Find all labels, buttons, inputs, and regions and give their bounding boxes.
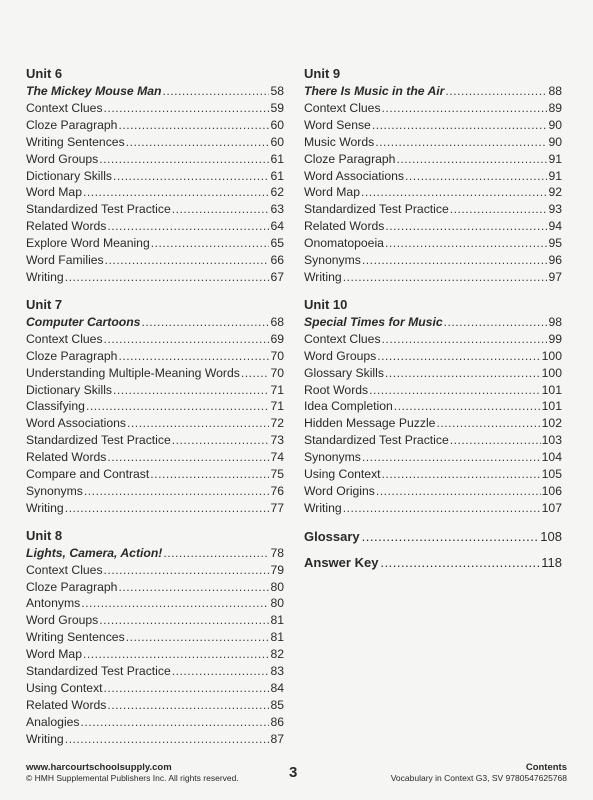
entry-title: Word Groups [26,151,99,166]
toc-entry [26,680,284,697]
toc-entry [304,398,562,415]
entry-title: Word Origins [304,483,375,498]
toc-entry [26,269,284,286]
entry-page: 91 [548,168,562,183]
entry-title: Dictionary Skills [26,382,113,397]
entry-page: 87 [270,731,284,746]
entry-page: 85 [270,697,284,712]
toc-entry [26,184,284,201]
entry-title: Dictionary Skills [26,168,113,183]
entry-page: 82 [270,647,284,662]
entry-title: There Is Music in the Air [304,84,445,98]
toc-entry [304,269,562,286]
footer-left [26,762,239,784]
toc-entry [304,449,562,466]
entry-page: 70 [270,365,284,380]
entry-page: 107 [541,500,562,515]
entry-page: 60 [270,134,284,149]
entry-page: 106 [541,483,562,498]
entry-title: Context Clues [304,100,381,115]
entry-page: 70 [270,348,284,363]
dot-leader [141,314,269,331]
entry-page: 80 [270,596,284,611]
entry-title: Music Words [304,134,375,149]
toc-entry [26,201,284,218]
entry-page: 68 [270,314,284,329]
toc-entry [26,483,284,500]
dot-leader [172,432,270,449]
dot-leader [385,235,547,252]
entry-page: 73 [270,433,284,448]
entry-title: Understanding Multiple-Meaning Words [26,365,240,380]
toc-entry [26,331,284,348]
entry-title: Special Times for Music [304,314,443,329]
toc-entry [26,579,284,596]
entry-title: Word Families [26,253,104,268]
entry-page: 105 [541,467,562,482]
entry-page: 83 [270,664,284,679]
toc-entry [26,168,284,185]
unit-heading: Unit 10 [304,296,348,312]
dot-leader [83,646,269,663]
unit-heading: Unit 9 [304,66,341,81]
entry-page: 90 [548,117,562,132]
entry-title: Lights, Camera, Action! [26,545,163,560]
entry-page: 108 [540,528,562,544]
toc-entry [26,646,284,663]
toc-story-entry [304,83,562,100]
entry-title: Context Clues [26,331,103,346]
dot-leader [126,629,270,646]
entry-page: 103 [541,433,562,448]
entry-title: Standardized Test Practice [304,433,449,448]
entry-page: 101 [541,399,562,414]
entry-page: 61 [270,168,284,183]
dot-leader [382,331,548,348]
entry-page: 71 [270,382,284,397]
left-column [26,66,284,759]
entry-page: 75 [270,467,284,482]
unit-section [304,297,562,517]
entry-title: Context Clues [26,100,103,115]
dot-leader [450,432,541,449]
dot-leader [118,579,269,596]
toc-entry [304,235,562,252]
entry-page: 80 [270,579,284,594]
toc-entry [304,134,562,151]
entry-page: 88 [548,84,562,98]
unit-section [26,66,284,286]
entry-title: Word Associations [304,168,405,183]
dot-leader [107,449,269,466]
dot-leader [65,269,270,286]
entry-title: Word Sense [304,117,371,132]
entry-page: 96 [548,253,562,268]
unit-section [304,66,562,286]
copyright-notice: © HMH Supplemental Publishers Inc. All rights reserved. [26,773,239,783]
dot-leader [382,466,541,483]
entry-title: Word Groups [26,613,99,628]
entry-title: The Mickey Mouse Man [26,84,162,98]
entry-page: 81 [270,613,284,628]
entry-page: 100 [541,348,562,363]
toc-entry [26,500,284,517]
entry-title: Standardized Test Practice [26,664,171,679]
entry-title: Word Groups [304,348,377,363]
entry-title: Related Words [304,219,385,234]
dot-leader [65,500,270,517]
entry-title: Using Context [26,681,103,695]
dot-leader [380,554,539,572]
back-matter-entry [304,528,562,546]
entry-page: 95 [548,236,562,251]
toc-story-entry [26,314,284,331]
entry-page: 74 [270,450,284,465]
entry-page: 81 [270,630,284,645]
toc-entry [26,663,284,680]
entry-title: Idea Completion [304,399,393,414]
dot-leader [107,697,269,714]
publisher-url[interactable]: www.harcourtschoolsupply.com [26,762,172,773]
toc-entry [26,134,284,151]
dot-leader [118,117,269,134]
entry-page: 77 [270,500,284,515]
toc-entry [304,348,562,365]
dot-leader [113,382,269,399]
dot-leader [118,348,269,365]
dot-leader [450,201,548,218]
entry-page: 60 [270,117,284,132]
section-title: Contents [525,762,567,773]
entry-title: Word Map [26,185,82,200]
entry-title: Cloze Paragraph [304,151,396,166]
entry-title: Word Map [304,185,360,200]
toc-entry [26,714,284,731]
dot-leader [444,314,548,331]
entry-title: Writing [26,269,64,284]
entry-title: Classifying [26,399,85,414]
toc-entry [304,218,562,235]
dot-leader [127,415,269,432]
dot-leader [361,184,547,201]
entry-title: Cloze Paragraph [26,579,118,594]
entry-title: Standardized Test Practice [26,202,171,217]
entry-title: Writing [26,500,64,515]
entry-page: 79 [270,562,284,577]
entry-page: 64 [270,219,284,234]
dot-leader [107,218,269,235]
dot-leader [81,595,269,612]
toc-entry [26,100,284,117]
entry-page: 90 [548,134,562,149]
dot-leader [362,252,548,269]
dot-leader [113,168,269,185]
entry-title: Hidden Message Puzzle [304,416,436,431]
dot-leader [99,151,269,168]
toc-entry [26,382,284,399]
entry-title: Related Words [26,697,107,712]
dot-leader [385,218,547,235]
entry-page: 84 [270,681,284,695]
entry-page: 69 [270,331,284,346]
toc-entry [304,168,562,185]
entry-title: Writing [26,731,64,746]
unit-section [26,297,284,517]
dot-leader [104,562,270,579]
toc-entry [26,432,284,449]
toc-entry [26,252,284,269]
entry-page: 58 [270,84,284,98]
dot-leader [105,252,270,269]
unit-heading: Unit 7 [26,296,63,312]
toc-story-entry [26,545,284,562]
entry-title: Word Associations [26,416,127,431]
dot-leader [126,134,270,151]
entry-page: 61 [270,151,284,166]
entry-title: Computer Cartoons [26,314,141,329]
footer-right [391,762,567,784]
entry-title: Writing [304,269,342,284]
dot-leader [104,100,270,117]
entry-page: 100 [541,365,562,380]
dot-leader [241,365,270,382]
toc-entry [26,697,284,714]
entry-page: 99 [548,331,562,346]
toc-entry [304,483,562,500]
toc-entry [26,151,284,168]
entry-title: Cloze Paragraph [26,117,118,132]
entry-page: 98 [548,314,562,329]
toc-entry [26,562,284,579]
dot-leader [151,235,270,252]
entry-page: 67 [270,269,284,284]
dot-leader [377,348,540,365]
entry-title: Writing Sentences [26,630,125,645]
entry-page: 62 [270,185,284,200]
entry-title: Glossary [304,528,360,544]
dot-leader [436,415,540,432]
entry-title: Related Words [26,219,107,234]
dot-leader [396,151,547,168]
toc-entry [26,365,284,382]
dot-leader [362,528,539,546]
entry-page: 91 [548,151,562,166]
back-matter [304,528,562,572]
dot-leader [104,680,270,697]
toc-entry [304,100,562,117]
toc-entry [304,415,562,432]
toc-entry [26,595,284,612]
entry-page: 104 [541,450,562,465]
toc-entry [26,398,284,415]
entry-page: 76 [270,483,284,498]
dot-leader [362,449,541,466]
unit-heading: Unit 8 [26,527,63,543]
toc-story-entry [26,83,284,100]
dot-leader [375,134,547,151]
toc-entry [26,731,284,748]
entry-page: 59 [270,100,284,115]
unit-section [26,528,284,748]
dot-leader [172,663,270,680]
entry-page: 89 [548,100,562,115]
dot-leader [385,365,541,382]
entry-title: Synonyms [304,253,361,268]
entry-title: Context Clues [26,562,103,577]
entry-title: Root Words [304,382,369,397]
entry-page: 97 [548,269,562,284]
entry-page: 78 [270,545,284,560]
entry-page: 66 [270,253,284,268]
entry-title: Writing Sentences [26,134,125,149]
dot-leader [172,201,270,218]
toc-entry [304,117,562,134]
back-matter-entry [304,554,562,572]
entry-title: Compare and Contrast [26,467,150,482]
toc-entry [26,218,284,235]
entry-title: Related Words [26,450,107,465]
entry-page: 94 [548,219,562,234]
entry-title: Answer Key [304,554,379,570]
entry-page: 72 [270,416,284,431]
entry-title: Explore Word Meaning [26,236,150,251]
entry-page: 118 [541,554,562,570]
toc-entry [304,151,562,168]
entry-title: Antonyms [26,596,81,611]
dot-leader [162,83,269,100]
toc-entry [26,466,284,483]
dot-leader [86,398,270,415]
dot-leader [163,545,269,562]
dot-leader [343,500,541,517]
dot-leader [382,100,548,117]
entry-title: Standardized Test Practice [26,433,171,448]
toc-entry [304,331,562,348]
dot-leader [343,269,548,286]
entry-title: Analogies [26,714,80,729]
book-info: Vocabulary in Context G3, SV 9780547625768 [390,773,567,783]
dot-leader [104,331,270,348]
entry-title: Writing [304,500,342,515]
toc-entry [304,432,562,449]
entry-title: Word Map [26,647,82,662]
entry-page: 101 [541,382,562,397]
toc-entry [304,466,562,483]
toc-entry [304,252,562,269]
toc-story-entry [304,314,562,331]
toc-entry [304,500,562,517]
entry-title: Synonyms [26,483,83,498]
dot-leader [150,466,269,483]
entry-page: 92 [548,185,562,200]
dot-leader [376,483,541,500]
toc-entry [26,629,284,646]
entry-page: 71 [270,399,284,414]
entry-page: 93 [548,202,562,217]
entry-page: 86 [270,714,284,729]
dot-leader [405,168,547,185]
toc-entry [304,184,562,201]
toc-entry [304,201,562,218]
toc-entry [26,449,284,466]
toc-entry [26,415,284,432]
toc-entry [304,365,562,382]
dot-leader [81,714,270,731]
toc-entry [26,348,284,365]
dot-leader [369,382,541,399]
page-number: 3 [289,764,298,781]
unit-heading: Unit 6 [26,66,63,81]
entry-title: Onomatopoeia [304,236,384,251]
dot-leader [372,117,548,134]
entry-page: 63 [270,202,284,217]
dot-leader [99,612,269,629]
entry-title: Standardized Test Practice [304,202,449,217]
dot-leader [83,184,269,201]
toc-entry [26,117,284,134]
dot-leader [445,83,547,100]
entry-page: 65 [270,236,284,251]
toc-entry [304,382,562,399]
entry-title: Cloze Paragraph [26,348,118,363]
entry-title: Context Clues [304,331,381,346]
toc-entry [26,235,284,252]
dot-leader [65,731,270,748]
entry-title: Using Context [304,467,381,482]
entry-title: Glossary Skills [304,365,384,380]
dot-leader [394,398,541,415]
right-column [304,66,562,580]
toc-entry [26,612,284,629]
dot-leader [84,483,270,500]
entry-page: 102 [541,416,562,431]
entry-title: Synonyms [304,450,361,465]
